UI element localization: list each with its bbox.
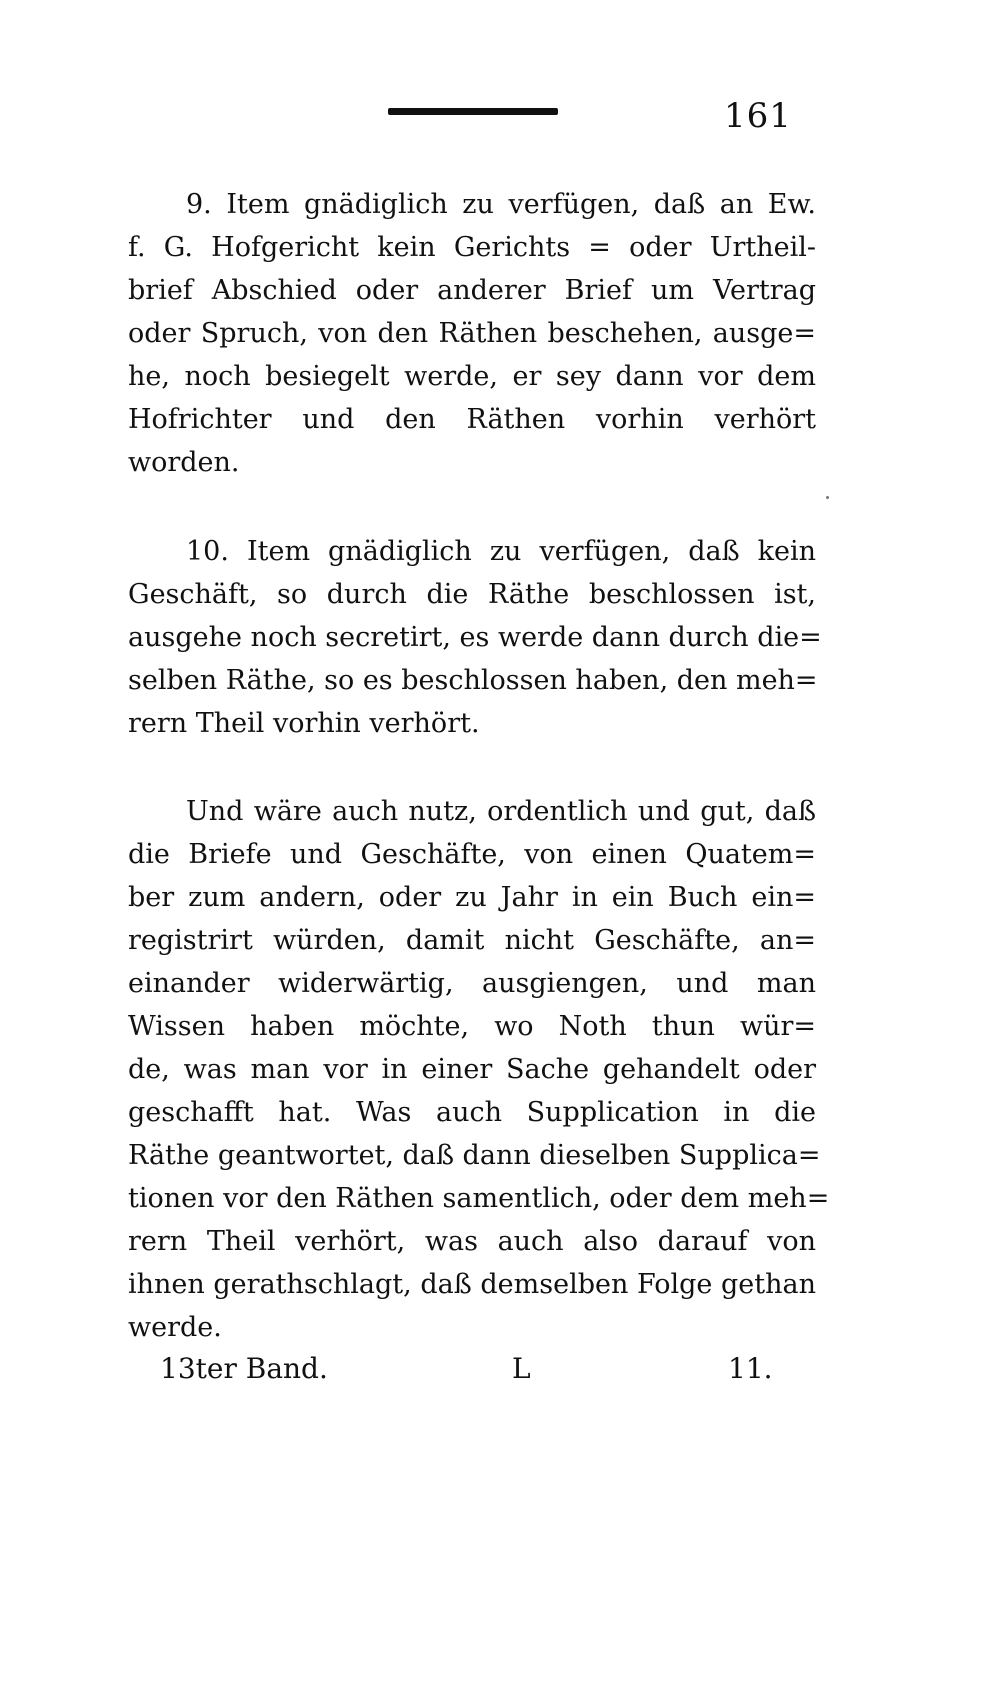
text-line: he, noch besiegelt werde, er sey dann vor dem [128,361,816,392]
paragraph-registry [128,790,830,1349]
text-line: registrirt würden, damit nicht Geschäfte, an= [128,925,816,956]
text-line: werde. [128,1312,222,1343]
text-line: 10. Item gnädiglich zu verfügen, daß kein [186,536,816,567]
text-line: einander widerwärtig, ausgiengen, und man [128,968,816,999]
text-line: die Briefe und Geschäfte, von einen Quatem= [128,839,816,870]
text-line: worden. [128,447,240,478]
text-line: Geschäft, so durch die Räthe beschlossen ist, [128,579,816,610]
text-line: f. G. Hofgericht kein Gerichts = oder Urtheil- [128,232,816,263]
page-footer [160,1352,800,1392]
text-line: rern Theil verhört, was auch also darauf von [128,1226,816,1257]
volume-signature: 13ter Band. [160,1352,328,1385]
text-line: ihnen gerathschlagt, daß demselben Folge gethan [128,1269,816,1300]
text-line: selben Räthe, so es beschlossen haben, den meh= [128,665,818,696]
text-line: geschafft hat. Was auch Supplication in die [128,1097,816,1128]
text-line: 9. Item gnädiglich zu verfügen, daß an Ew. [186,189,816,220]
catchword: 11. [728,1352,773,1385]
paragraph-item-9 [128,183,816,484]
text-line: tionen vor den Räthen samentlich, oder dem meh= [128,1183,830,1214]
header-rule [388,108,558,115]
text-line: rern Theil vorhin verhört. [128,708,480,739]
text-line: oder Spruch, von den Räthen beschehen, ausge= [128,318,816,349]
text-line: brief Abschied oder anderer Brief um Vertrag [128,275,816,306]
text-line: Hofrichter und den Räthen vorhin verhört [128,404,816,435]
sheet-signature: L [512,1352,531,1385]
text-line: ausgehe noch secretirt, es werde dann durch die= [128,622,822,653]
text-line: Wissen haben möchte, wo Noth thun wür= [128,1011,816,1042]
paragraph-item-10 [128,530,822,745]
text-line: de, was man vor in einer Sache gehandelt oder [128,1054,816,1085]
page-number: 161 [724,96,792,136]
text-line: Räthe geantwortet, daß dann dieselben Supplica= [128,1140,821,1171]
text-line: Und wäre auch nutz, ordentlich und gut, daß [186,796,816,827]
print-speck [826,496,829,499]
text-line: ber zum andern, oder zu Jahr in ein Buch ein= [128,882,816,913]
